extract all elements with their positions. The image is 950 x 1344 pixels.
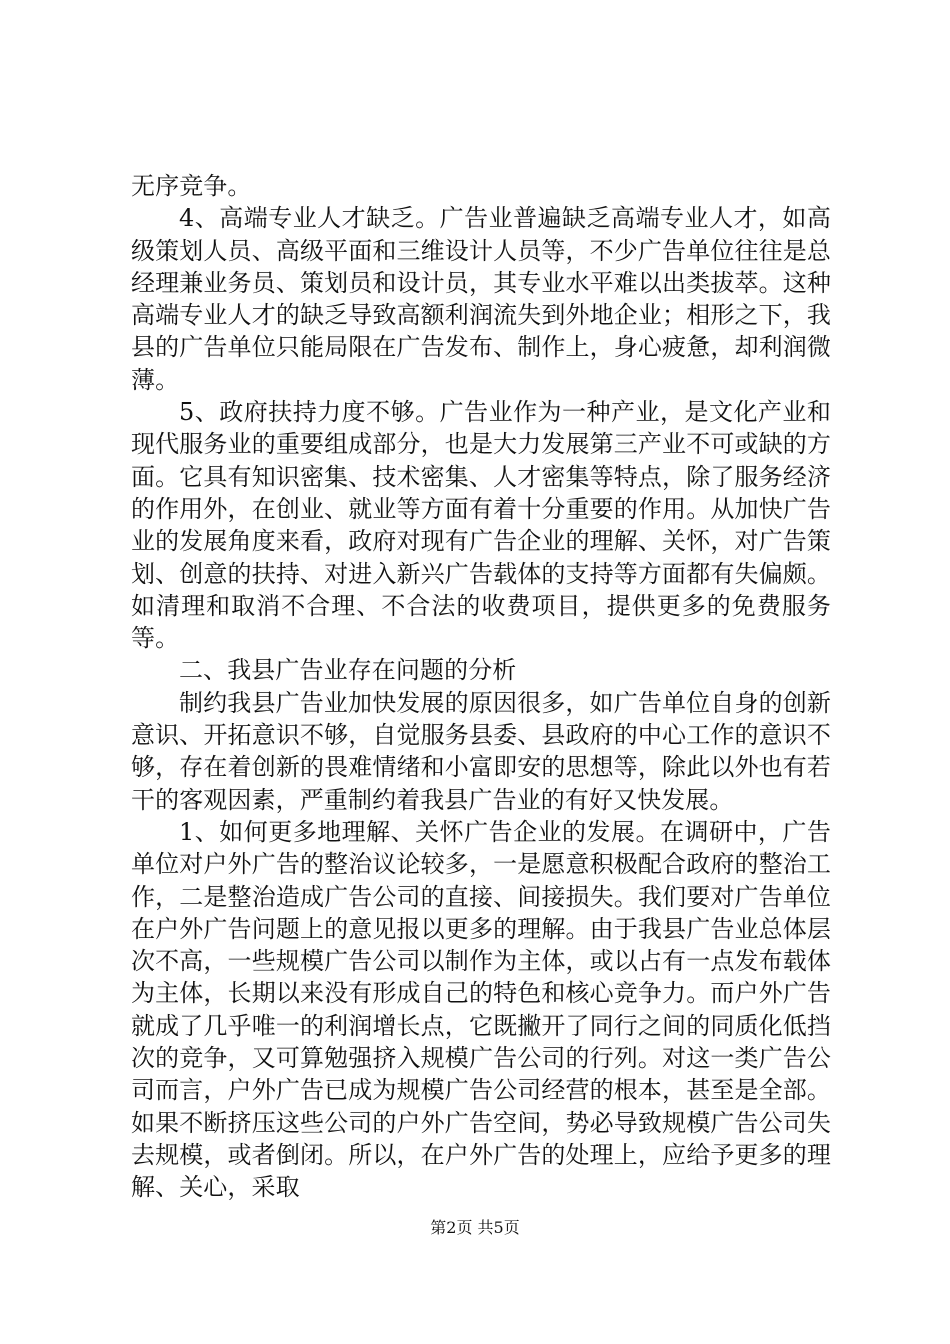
paragraph-understanding-enterprises: 1、如何更多地理解、关怀广告企业的发展。在调研中，广告单位对户外广告的整治议论较多，一是愿意积极配合政府的整治工作，二是整治造成广告公司的直接、间接损失。我们要对广告单位在户外广告问题上的意见报以更多的理解。由于我县广告业总体层次不高，一些规模广告公司以制作为主体，或以占有一点发布载体为主体，长期以来没有形成自己的特色和核心竞争力。而户外广告就成了几乎唯一的利润增长点，它既撇开了同行之间的同质化低挡次的竞争，又可算勉强挤入规模广告公司的行列。对这一类广告公司而言，户外广告已成为规模广告公司经营的根本，甚至是全部。如果不断挤压这些公司的户外广告空间，势必导致规模广告公司失去规模，或者倒闭。所以，在户外广告的处理上，应给予更多的理解、关心，采取 [131, 817, 831, 1202]
document-body [131, 170, 831, 1204]
page-footer: 第2页 共5页 [430, 1218, 520, 1237]
paragraph-government-support: 5、政府扶持力度不够。广告业作为一种产业，是文化产业和现代服务业的重要组成部分，也是大力发展第三产业不可或缺的方面。它具有知识密集、技术密集、人才密集等特点，除了服务经济的作用外，在创业、就业等方面有着十分重要的作用。从加快广告业的发展角度来看，政府对现有广告企业的理解、关怀，对广告策划、创意的扶持、对进入新兴广告载体的支持等方面都有失偏颇。如清理和取消不合理、不合法的收费项目，提供更多的免费服务等。 [131, 398, 831, 653]
paragraph-talent-shortage: 4、高端专业人才缺乏。广告业普遍缺乏高端专业人才，如高级策划人员、高级平面和三维设计人员等，不少广告单位往往是总经理兼业务员、策划员和设计员，其专业水平难以出类拔萃。这种高端专业人才的缺乏导致高额利润流失到外地企业；相形之下，我县的广告单位只能局限在广告发布、制作上，身心疲惫，却利润微薄。 [131, 204, 831, 394]
section-heading-analysis: 二、我县广告业存在问题的分析 [179, 656, 517, 685]
paragraph-continuation: 无序竞争。 [131, 172, 252, 200]
paragraph-constraints: 制约我县广告业加快发展的原因很多，如广告单位自身的创新意识、开拓意识不够，自觉服务县委、县政府的中心工作的意识不够，存在着创新的畏难情绪和小富即安的思想等，除此以外也有若干的客观因素，严重制约着我县广告业的有好又快发展。 [131, 688, 831, 814]
